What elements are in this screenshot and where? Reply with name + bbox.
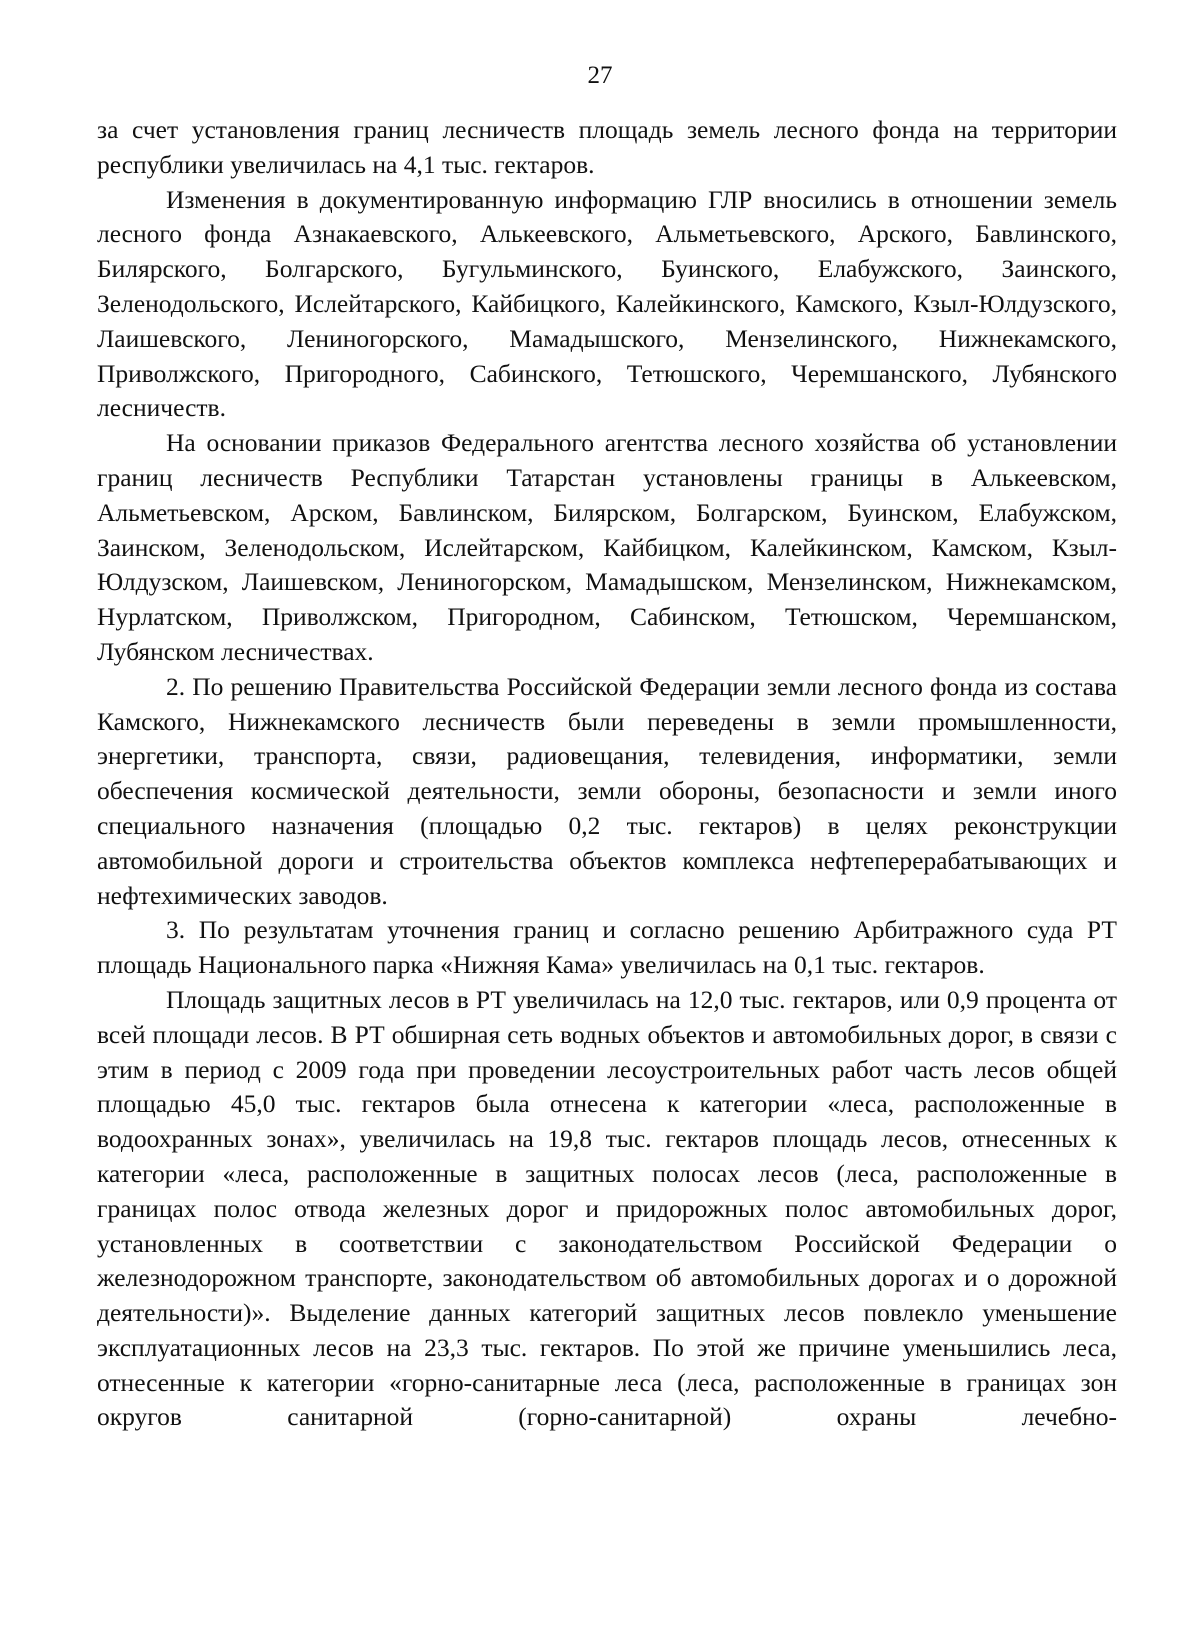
page-number: 27: [587, 62, 613, 89]
paragraph-item-3: 3. По результатам уточнения границ и согласно решению Арбитражного суда РТ площадь Национального парка «Нижняя Кама» увеличилась на 0,1 тыс. гектаров.: [97, 915, 1117, 980]
paragraph-glr-changes: Изменения в документированную информацию ГЛР вносились в отношении земель лесного фонда Азнакаевского, Алькеевского, Альметьевского, Арского, Бавлинского, Билярского, Болгарского, Бугульминского, Буинского, Елабужского, Заинского, Зеленодольского, Ислейтарского, Кайбицкого, Калейкинского, Камского, Кзыл-Юлдузского, Лаишевского, Лениногорского, Мамадышского, Мензелинского, Нижнекамского, Приволжского, Пригородного, Сабинского, Тетюшского, Черемшанского, Лубянского лесничеств.: [97, 184, 1117, 423]
paragraph-continuation: за счет установления границ лесничеств площадь земель лесного фонда на территории республики увеличилась на 4,1 тыс. гектаров.: [97, 115, 1117, 179]
paragraph-protective-forests: Площадь защитных лесов в РТ увеличилась на 12,0 тыс. гектаров, или 0,9 процента от всей площади лесов. В РТ обширная сеть водных объектов и автомобильных дорог, в связи с этим в период с 2009 года при проведении лесоустроительных работ часть лесов общей площадью 45,0 тыс. гектаров была отнесена к категории «леса, расположенные в водоохранных зонах», увеличилась на 19,8 тыс. гектаров площадь лесов, отнесенных к категории «леса, расположенные в защитных полосах лесов (леса, расположенные в границах полос отвода железных дорог и придорожных полос автомобильных дорог, установленных в соответствии с законодательством Российской Федерации о железнодорожном транспорте, законодательством об автомобильных дорогах и о дорожной деятельности)». Выделение данных категорий защитных лесов повлекло уменьшение эксплуатационных лесов на 23,3 тыс. гектаров. По этой же причине уменьшились леса, отнесенные к категории «горно-санитарные леса (леса, расположенные в границах зон округов санитарной (горно-санитарной) охраны лечебно-: [97, 984, 1117, 1432]
document-body: [97, 113, 1117, 1435]
paragraph-item-2: 2. По решению Правительства Российской Федерации земли лесного фонда из состава Камского, Нижнекамского лесничеств были переведены в земли промышленности, энергетики, транспорта, связи, радиовещания, телевидения, информатики, земли обеспечения космической деятельности, земли обороны, безопасности и земли иного специального назначения (площадью 0,2 тыс. гектаров) в целях реконструкции автомобильной дороги и строительства объектов комплекса нефтеперерабатывающих и нефтехимических заводов.: [97, 671, 1117, 910]
paragraph-borders-established: На основании приказов Федерального агентства лесного хозяйства об установлении границ лесничеств Республики Татарстан установлены границы в Алькеевском, Альметьевском, Арском, Бавлинском, Билярском, Болгарском, Буинском, Елабужском, Заинском, Зеленодольском, Ислейтарском, Кайбицком, Калейкинском, Камском, Кзыл-Юлдузском, Лаишевском, Лениногорском, Мамадышском, Мензелинском, Нижнекамском, Нурлатском, Приволжском, Пригородном, Сабинском, Тетюшском, Черемшанском, Лубянском лесничествах.: [97, 428, 1117, 666]
